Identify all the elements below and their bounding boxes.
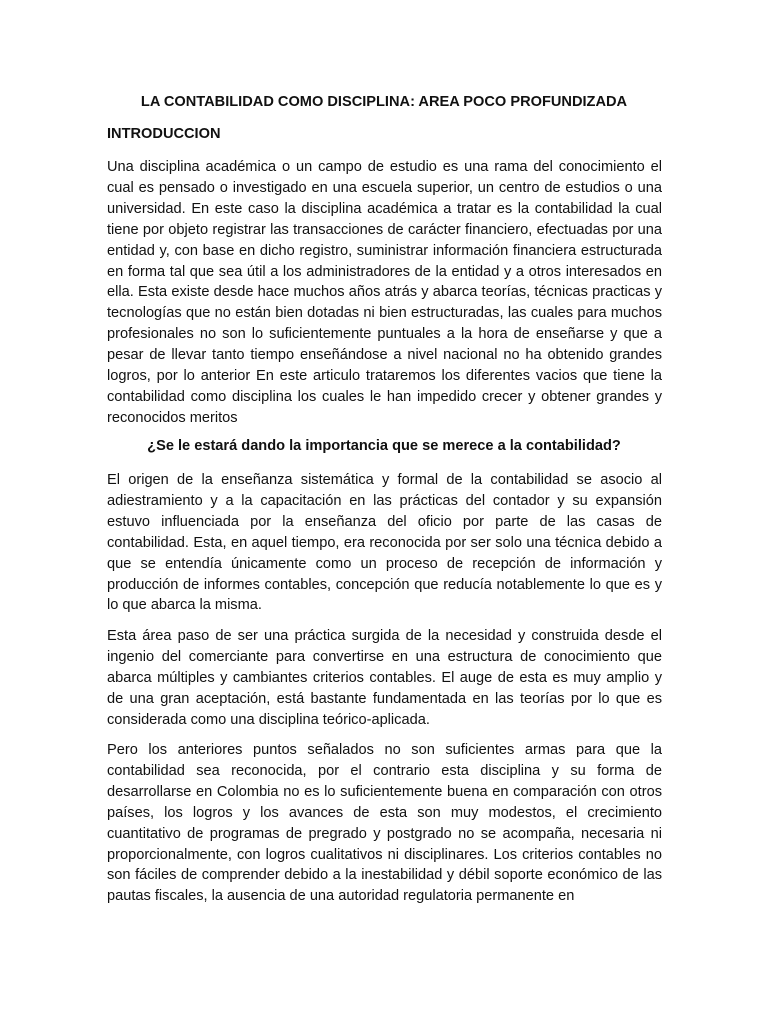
document-title: LA CONTABILIDAD COMO DISCIPLINA: AREA POCO PROFUNDIZADA bbox=[140, 94, 628, 110]
section-heading-introduccion: INTRODUCCION bbox=[107, 126, 221, 142]
paragraph-introduction: Una disciplina académica o un campo de estudio es una rama del conocimiento el cual es pensado o investigado en una escuela superior, un centro de estudios o una universidad. En este caso la disciplina académica a tratar es la contabilidad la cual tiene por objeto registrar las transacciones de carácter financiero, efectuadas por una entidad y, con base en dicho registro, suministrar información financiera estructurada en forma tal que sea útil a los administradores de la entidad y a otros interesados en ella. Esta existe desde hace muchos años atrás y abarca teorías, técnicas practicas y tecnologías que no están bien dotadas ni bien estructuradas, las cuales para muchos profesionales no son lo suficientemente puntuales a la hora de enseñarse y que a pesar de llevar tanto tiempo enseñándose a nivel nacional no ha obtenido grandes logros, por lo anterior En este articulo trataremos los diferentes vacios que tiene la contabilidad como disciplina los cuales le han impedido crecer y obtener grandes y reconocidos meritos bbox=[107, 159, 662, 426]
paragraph-area-evolution: Esta área paso de ser una práctica surgida de la necesidad y construida desde el ingenio del comerciante para convertirse en una estructura de conocimiento que abarca múltiples y cambiantes criterios contables. El auge de esta es muy amplio y de una gran aceptación, está bastante fundamentada en las teorías por lo que es considerada como una disciplina teórico-aplicada. bbox=[107, 628, 662, 728]
paragraph-colombia: Pero los anteriores puntos señalados no son suficientes armas para que la contabilidad sea reconocida, por el contrario esta disciplina y su forma de desarrollarse en Colombia no es lo suficientemente buena en comparación con otros países, los logros y los avances de esta son muy modestos, el crecimiento cuantitativo de programas de pregrado y postgrado no se acompaña, necesaria ni proporcionalmente, con logros cualitativos ni disciplinares. Los criterios contables no son fáciles de comprender debido a la inestabilidad y débil soporte económico de las pautas fiscales, la ausencia de una autoridad regulatoria permanente en bbox=[107, 742, 662, 905]
question-heading: ¿Se le estará dando la importancia que se merece a la contabilidad? bbox=[147, 438, 621, 454]
paragraph-origin: El origen de la enseñanza sistemática y formal de la contabilidad se asocio al adiestramiento y a la capacitación en las prácticas del contador y su expansión estuvo influenciada por la enseñanza del oficio por parte de las casas de contabilidad. Esta, en aquel tiempo, era reconocida por ser solo una técnica debido a que se entendía únicamente como un proceso de recepción de información y producción de informes contables, concepción que reducía notablemente lo que es y lo que abarca la misma. bbox=[107, 472, 662, 614]
